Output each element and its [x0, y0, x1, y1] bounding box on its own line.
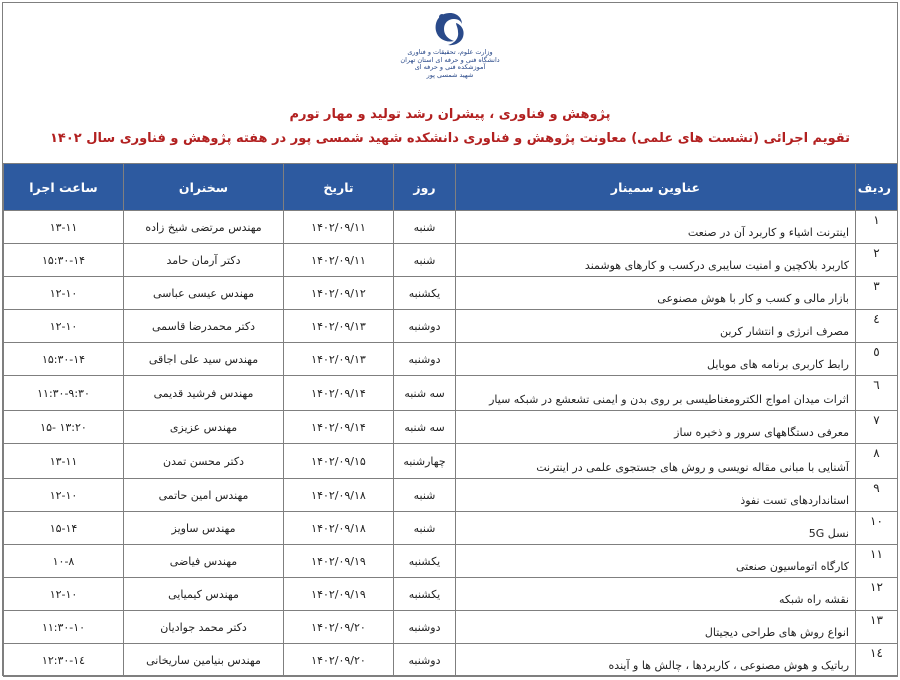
cell-date: ۱۴۰۲/۰۹/۱۹: [284, 545, 394, 578]
table-row: [4, 545, 898, 578]
table-row: [4, 244, 898, 277]
cell-day: یکشنبه: [394, 545, 456, 578]
table-row: [4, 211, 898, 244]
document-page: [2, 2, 898, 676]
cell-seminar-title: کارگاه اتوماسیون صنعتی: [456, 545, 856, 578]
university-logo: [380, 9, 520, 93]
cell-date: ۱۴۰۲/۰۹/۱۹: [284, 578, 394, 611]
cell-date: ۱۴۰۲/۰۹/۱۸: [284, 512, 394, 545]
column-header-day: روز: [394, 164, 456, 211]
cell-time: ۱۲-۱۰: [4, 277, 124, 310]
cell-seminar-title: انواع روش های طراحی دیجیتال: [456, 611, 856, 644]
cell-seminar-title: معرفی دستگاههای سرور و ذخیره ساز: [456, 411, 856, 444]
table-row: [4, 376, 898, 411]
cell-seminar-title: اثرات میدان امواج الکترومغناطیسی بر روی بدن و ایمنی تشعشع در شبکه سیار: [456, 376, 856, 411]
cell-day: شنبه: [394, 512, 456, 545]
document-subtitle: پژوهش و فناوری ، پیشران رشد تولید و مهار تورم: [289, 107, 611, 122]
cell-row-number: ۳: [856, 277, 898, 310]
cell-day: یکشنبه: [394, 578, 456, 611]
table-row: [4, 479, 898, 512]
cell-day: یکشنبه: [394, 277, 456, 310]
cell-speaker: مهندس فرشید قدیمی: [124, 376, 284, 411]
logo-line: دانشگاه فنی و حرفه ای استان تهران: [400, 55, 500, 64]
cell-time: ۱۳:۲۰ -۱۵: [4, 411, 124, 444]
cell-seminar-title: رابط کاربری برنامه های موبایل: [456, 343, 856, 376]
logo-line: شهید شمسی پور: [426, 70, 474, 79]
table-header-row: [4, 164, 898, 211]
table-row: [4, 411, 898, 444]
cell-speaker: دکتر محسن تمدن: [124, 444, 284, 479]
table-row: [4, 343, 898, 376]
cell-day: دوشنبه: [394, 343, 456, 376]
cell-row-number: ٤: [856, 310, 898, 343]
cell-day: دوشنبه: [394, 310, 456, 343]
seminar-schedule-table: [3, 163, 898, 677]
cell-day: چهارشنبه: [394, 444, 456, 479]
cell-seminar-title: مصرف انرژی و انتشار کربن: [456, 310, 856, 343]
document-title: تقویم اجرائی (نشست های علمی) معاونت پژوهش و فناوری دانشکده شهید شمسی پور در هفته پژوهش و فناوری سال ۱۴۰۲: [49, 131, 851, 146]
cell-row-number: ٥: [856, 343, 898, 376]
column-header-seminar-title: عناوین سمینار: [456, 164, 856, 211]
cell-seminar-title: اینترنت اشیاء و کاربرد آن در صنعت: [456, 211, 856, 244]
cell-date: ۱۴۰۲/۰۹/۱۱: [284, 244, 394, 277]
cell-speaker: مهندس عیسی عباسی: [124, 277, 284, 310]
column-header-date: تاریخ: [284, 164, 394, 211]
document-header: [3, 3, 897, 163]
cell-day: شنبه: [394, 479, 456, 512]
cell-time: ۱۵-۱۴: [4, 512, 124, 545]
cell-row-number: ۲: [856, 244, 898, 277]
table-row: [4, 512, 898, 545]
cell-speaker: مهندس کیمیایی: [124, 578, 284, 611]
cell-row-number: ۱۲: [856, 578, 898, 611]
cell-speaker: مهندس عزیزی: [124, 411, 284, 444]
cell-date: ۱۴۰۲/۰۹/۱۴: [284, 411, 394, 444]
cell-time: ۱۱:۳۰-۹:۳۰: [4, 376, 124, 411]
cell-speaker: مهندس امین حاتمی: [124, 479, 284, 512]
cell-speaker: مهندس فیاضی: [124, 545, 284, 578]
cell-row-number: ۷: [856, 411, 898, 444]
cell-day: دوشنبه: [394, 644, 456, 677]
cell-speaker: دکتر آرمان حامد: [124, 244, 284, 277]
cell-row-number: ٦: [856, 376, 898, 411]
column-header-time: ساعت اجرا: [4, 164, 124, 211]
table-row: [4, 578, 898, 611]
cell-row-number: ۱٤: [856, 644, 898, 677]
cell-time: ۱۲-۱۰: [4, 578, 124, 611]
cell-seminar-title: بازار مالی و کسب و کار با هوش مصنوعی: [456, 277, 856, 310]
logo-caption: [380, 49, 520, 79]
cell-time: ۱۲-۱۰: [4, 310, 124, 343]
logo-line: وزارت علوم، تحقیقات و فناوری: [407, 48, 493, 56]
cell-row-number: ۱: [856, 211, 898, 244]
cell-date: ۱۴۰۲/۰۹/۱۴: [284, 376, 394, 411]
table-row: [4, 611, 898, 644]
cell-time: ۱۰-۸: [4, 545, 124, 578]
cell-seminar-title: نقشه راه شبکه: [456, 578, 856, 611]
cell-date: ۱۴۰۲/۰۹/۱۳: [284, 343, 394, 376]
cell-time: ۱۳-۱۱: [4, 444, 124, 479]
cell-seminar-title: آشنایی با مبانی مقاله نویسی و روش های جستجوی علمی در اینترنت: [456, 444, 856, 479]
cell-row-number: ۱۳: [856, 611, 898, 644]
cell-seminar-title: رباتیک و هوش مصنوعی ، کاربردها ، چالش ها و آینده: [456, 644, 856, 677]
cell-speaker: مهندس مرتضی شیخ زاده: [124, 211, 284, 244]
cell-speaker: مهندس سید علی اجاقی: [124, 343, 284, 376]
cell-seminar-title: استانداردهای تست نفوذ: [456, 479, 856, 512]
cell-row-number: ۱۱: [856, 545, 898, 578]
cell-speaker: دکتر محمد جوادیان: [124, 611, 284, 644]
cell-date: ۱۴۰۲/۰۹/۱۲: [284, 277, 394, 310]
cell-time: ۱۱:۳۰-۱۰: [4, 611, 124, 644]
cell-date: ۱۴۰۲/۰۹/۲۰: [284, 611, 394, 644]
cell-day: شنبه: [394, 211, 456, 244]
emblem-icon: [428, 9, 472, 49]
cell-row-number: ۸: [856, 444, 898, 479]
cell-day: سه شنبه: [394, 376, 456, 411]
cell-row-number: ۹: [856, 479, 898, 512]
cell-time: ۱٤-۱۲:۳۰: [4, 644, 124, 677]
cell-speaker: دکتر محمدرضا قاسمی: [124, 310, 284, 343]
column-header-row-number: ردیف: [856, 164, 898, 211]
cell-time: ۱۲-۱۰: [4, 479, 124, 512]
cell-row-number: ۱۰: [856, 512, 898, 545]
cell-time: ۱۵:۳۰-۱۴: [4, 343, 124, 376]
cell-speaker: مهندس بنیامین ساریخانی: [124, 644, 284, 677]
logo-line: آموزشکده فنی و حرفه ای: [414, 63, 486, 71]
table-row: [4, 310, 898, 343]
cell-date: ۱۴۰۲/۰۹/۱۸: [284, 479, 394, 512]
cell-date: ۱۴۰۲/۰۹/۲۰: [284, 644, 394, 677]
cell-day: دوشنبه: [394, 611, 456, 644]
cell-day: شنبه: [394, 244, 456, 277]
cell-date: ۱۴۰۲/۰۹/۱۱: [284, 211, 394, 244]
cell-time: ۱۳-۱۱: [4, 211, 124, 244]
cell-speaker: مهندس ساویز: [124, 512, 284, 545]
column-header-speaker: سخنران: [124, 164, 284, 211]
table-body: [4, 211, 898, 677]
cell-day: سه شنبه: [394, 411, 456, 444]
table-row: [4, 277, 898, 310]
cell-time: ۱۵:۳۰-۱۴: [4, 244, 124, 277]
table-row: [4, 644, 898, 677]
cell-date: ۱۴۰۲/۰۹/۱۵: [284, 444, 394, 479]
cell-seminar-title: کاربرد بلاکچین و امنیت سایبری درکسب و کارهای هوشمند: [456, 244, 856, 277]
table-row: [4, 444, 898, 479]
cell-date: ۱۴۰۲/۰۹/۱۳: [284, 310, 394, 343]
cell-seminar-title: نسل 5G: [456, 512, 856, 545]
